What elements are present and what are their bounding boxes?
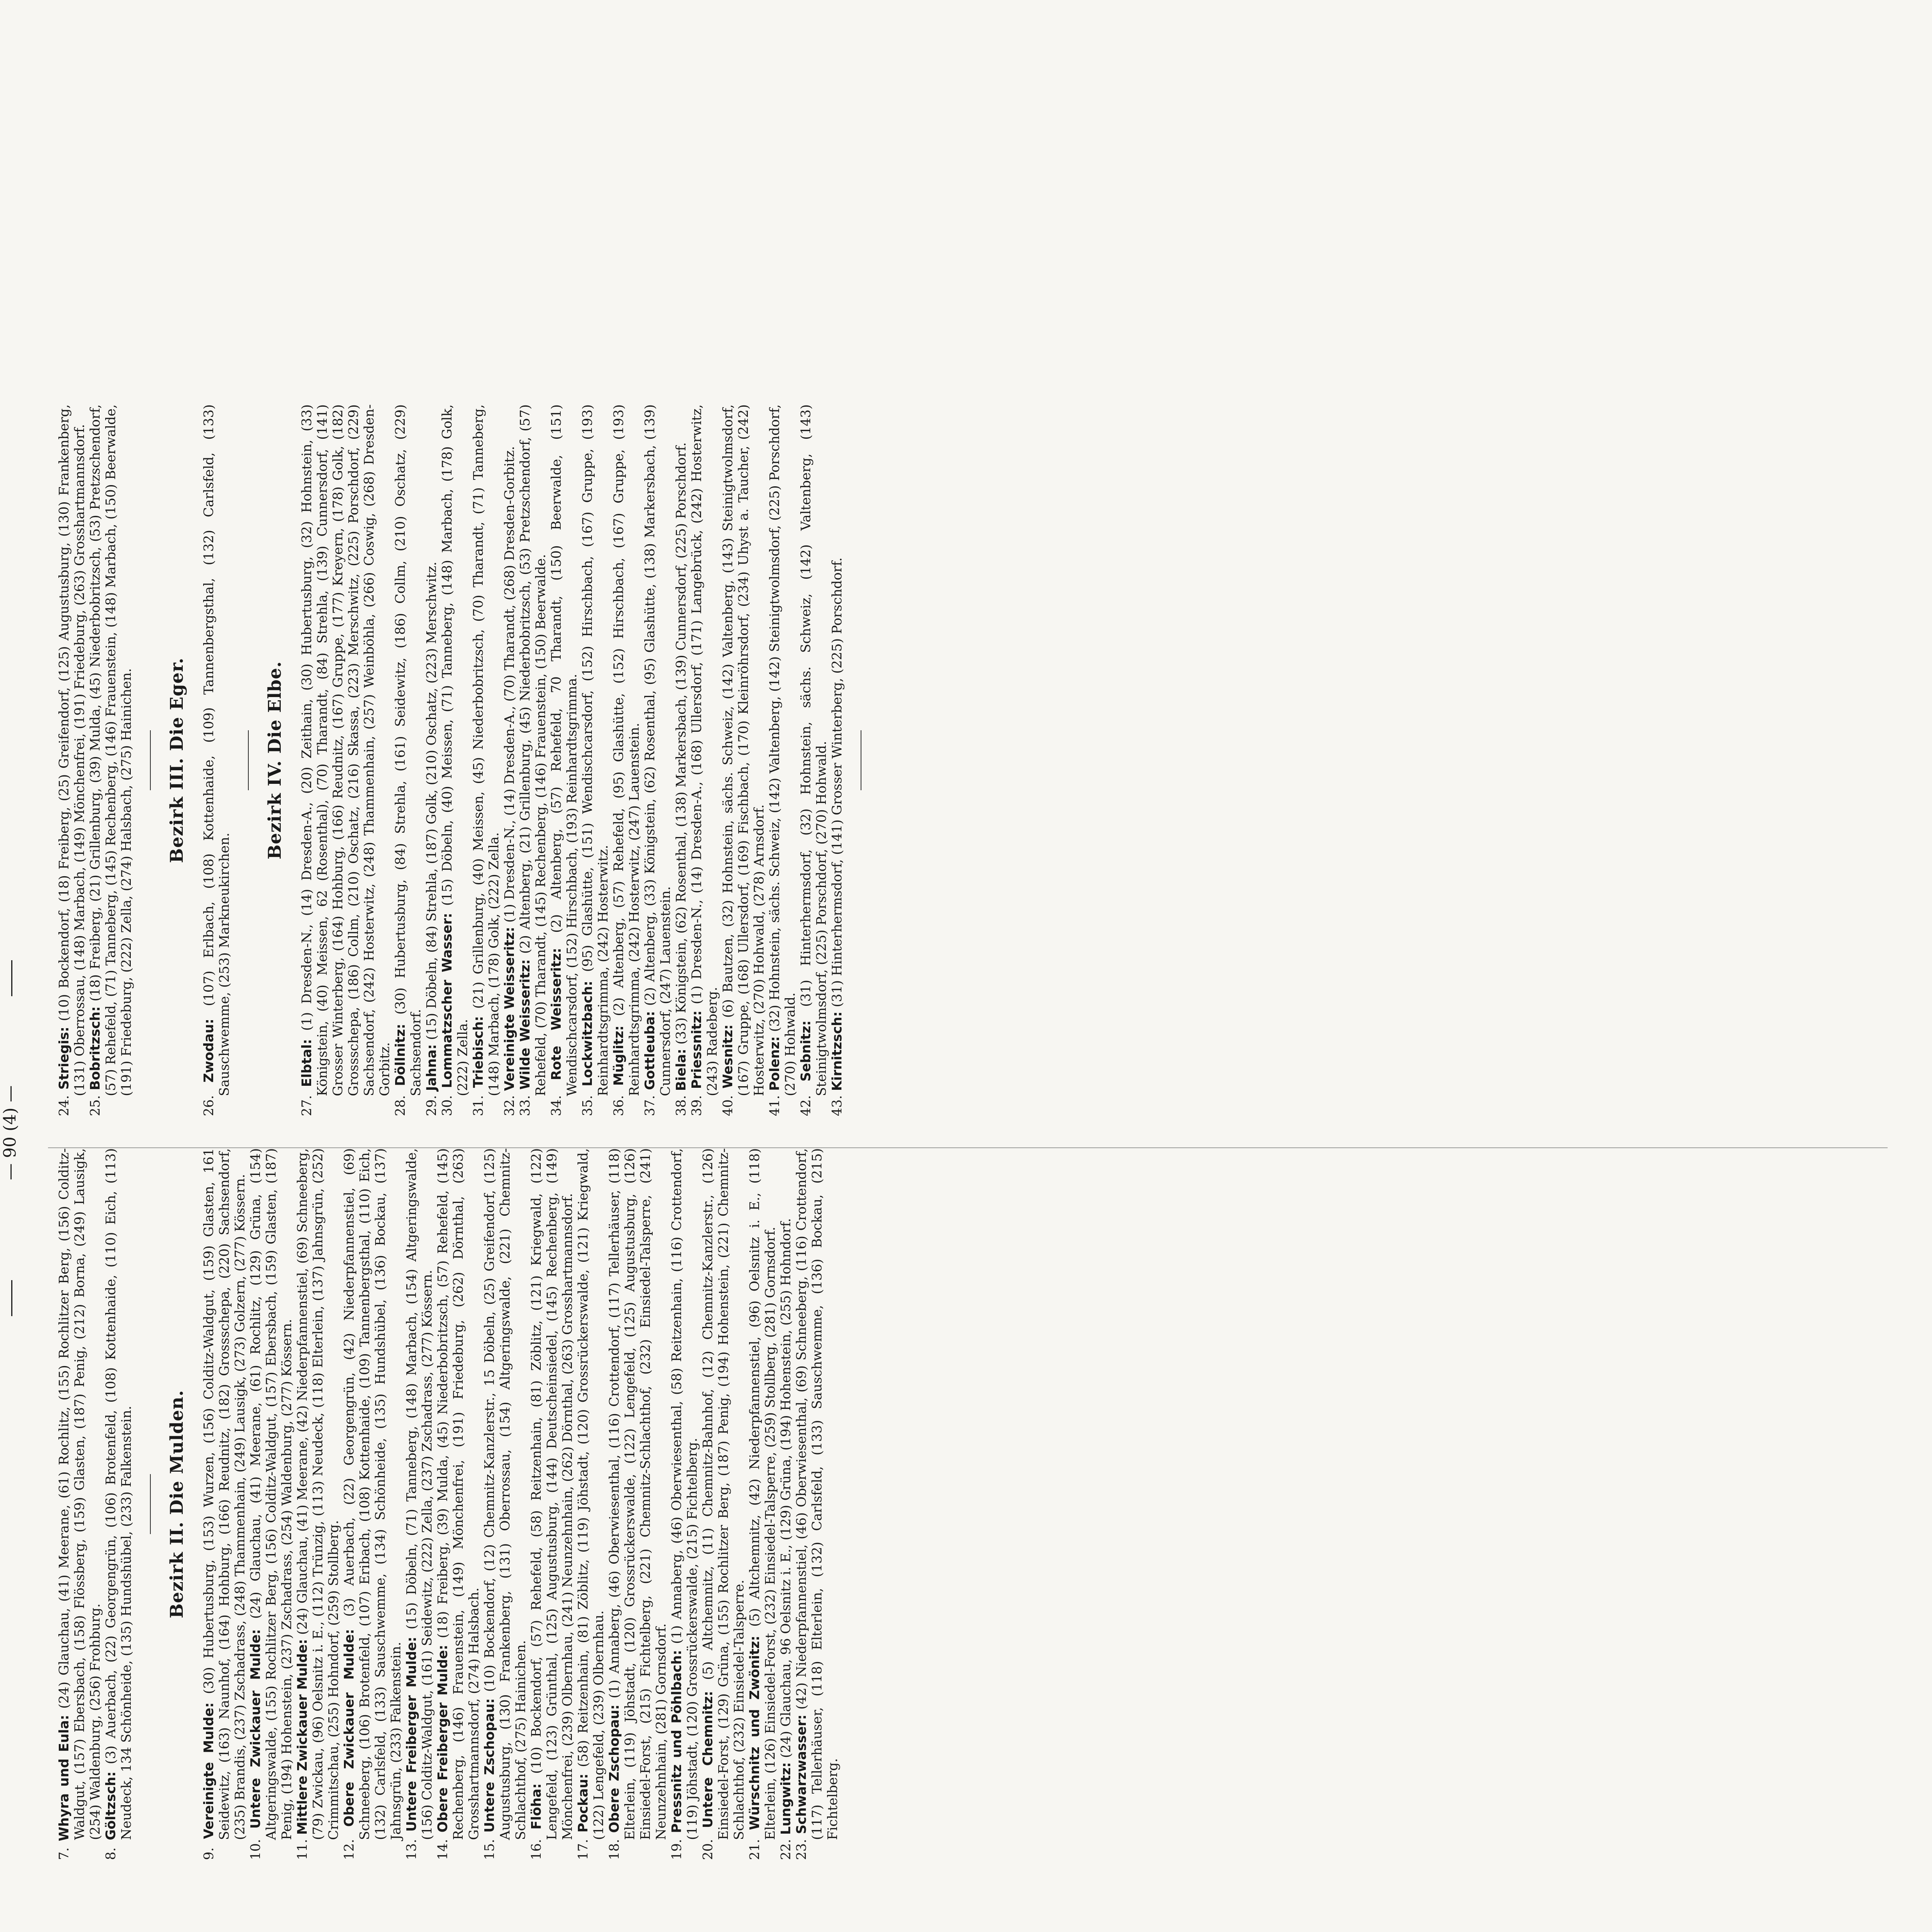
- section-title-bezirk-3: Bezirk III. Die Eger.: [167, 657, 187, 863]
- separator-rule: [248, 730, 249, 790]
- entry-10: 10. Untere Zwickauer Mulde: (24) Glauchau, (41) Meerane, (61) Rochlitz, (129) Grüna, (154) Altgeringswalde, (155) Rochlitzer Berg, (156) Colditz-Waldgut, (157) Ebersbach, (159) Glasten, (187) Penig, (194) Hohenstein, (237) Zschadrass, (254) Waldenburg, (277) Kössern.: [248, 1148, 294, 1860]
- entry-14: 14. Obere Freiberger Mulde: (18) Freiberg, (39) Mulda, (45) Niederbobritzsch, (57) Rehefeld, (145) Rechenberg, (146) Frauenstein, (149) Mönchenfrei, (191) Friedeburg, (262) Dörnthal, (263) Grosshartmannsdorf, (274) Halsbach.: [435, 1148, 482, 1860]
- entry-34: 34. Rote Weisseritz: (2) Altenberg, (57) Rehefeld, 70 Tharandt, (150) Beerwalde, (151) Wendischcarsdorf, (152) Hirschbach, (193) Reinhardtsgrimma.: [548, 404, 579, 1116]
- right-entries: [56, 404, 877, 1116]
- page-content: [0, 334, 1932, 1932]
- left-column: [0, 1148, 1932, 1860]
- entry-30: 30. Lommatzscher Wasser: (15) Döbeln, (40) Meissen, (71) Tanneberg, (148) Marbach, (178) Golk, (222) Zella.: [439, 404, 470, 1116]
- entry-13: 13. Untere Freiberger Mulde: (15) Döbeln, (71) Tanneberg, (148) Marbach, (154) Altgeringswalde, (156) Colditz-Waldgut, (161) Seidewitz, (222) Zella, (237) Zschadrass, (277) Kössern.: [404, 1148, 435, 1860]
- entry-8: 8. Göltzsch: (3) Auerbach, (22) Georgengrün, (106) Brotenfeld, (108) Kottenhaide, (110) Eich, (113) Neudeck, 134 Schönheide, (135) Hundshübel, (233) Falkenstein.: [103, 1148, 134, 1860]
- entry-33: 33. Wilde Weisseritz: (2) Altenberg, (21) Grillenburg, (45) Niederbobritzsch, (53) Pretzschendorf, (57) Rehefeld, (70) Tharandt, (145) Rechenberg, (146) Frauenstein, (150) Beerwalde.: [517, 404, 548, 1116]
- entry-26: 26. Zwodau: (107) Erlbach, (108) Kottenhaide, (109) Tannenbergsthal, (132) Carlsfeld, (133) Sauschwemme, (253) Markneukirchen.: [201, 404, 232, 1116]
- entry-12: 12. Obere Zwickauer Mulde: (3) Auerbach, (22) Georgengrün, (42) Niederpfannenstiel, (69) Schneeberg, (106) Brotenfeld, (107) Eribach, (108) Kottenhaide, (109) Tannenbergsthal, (110) Eich, (132) Carlsfeld, (133) Sauschwemme, (134) Schönheide, (135) Hundshübel, (136) Bockau, (137) Jahnsgrün, (233) Falkenstein.: [341, 1148, 404, 1860]
- entry-28: 28. Döllnitz: (30) Hubertusburg, (84) Strehla, (161) Seidewitz, (186) Collm, (210) Oschatz, (229) Sachsendorf.: [392, 404, 424, 1116]
- entry-29: 29. Jahna: (15) Döbeln, (84) Strehla, (187) Golk, (210) Oschatz, (223) Merschwitz.: [424, 561, 439, 1116]
- entry-11: 11. Mittlere Zwickauer Mulde: (24) Glauchau, (41) Meerane, (42) Niederpfannenstiel, (69) Schneeberg, (79) Zwickau, (96) Oelsnitz i. E., (112) Trünzig, (113) Neudeck, (118) Elterlein, (137) Jahnsgrün, (252) Crimmitschau, (255) Hohndorf, (259) Stollberg.: [294, 1148, 341, 1860]
- entry-35: 35. Lockwitzbach: (95) Glashütte, (151) Wendischcarsdorf, (152) Hirschbach, (167) Gruppe, (193) Reinhardtsgrimma, (242) Hosterwitz.: [579, 404, 611, 1116]
- entry-16: 16. Flöha: (10) Bockendorf, (57) Rehefeld, (58) Reitzenhain, (81) Zöblitz, (121) Kriegwald, (122) Lengefeld, (123) Grünthal, (125) Augustusburg, (144) Deutscheinsiedel, (145) Rechenberg, (149) Mönchenfrei, (239) Olbernhau, (241) Neunzehnhain, (262) Dörnthal, (263) Grosshartmannsdorf.: [528, 1148, 575, 1860]
- section-title-bezirk-2: Bezirk II. Die Mulden.: [167, 1390, 187, 1618]
- entry-20: 20. Untere Chemnitz: (5) Altchemnitz, (11) Chemnitz-Bahnhof, (12) Chemnitz-Kanzlerstr., (126) Einsiedel-Forst, (129) Grüna, (155) Rochlitzer Berg, (187) Penig, (194) Hohenstein, (221) Chemnitz-Schlachthof, (232) Einsiedel-Talsperre.: [700, 1148, 747, 1860]
- entry-18: 18. Obere Zschopau: (1) Annaberg, (46) Oberwiesenthal, (116) Crottendorf, (117) Tellerhäuser, (118) Elterlein, (119) Jöhstadt, (120) Grossrückerswalde, (122) Lengefeld, (125) Augustusburg, (126) Einsiedel-Forst, (215) Fichtelberg, (221) Chemnitz-Schlachthof, (232) Einsiedel-Talsperre, (241) Neunzehnhain, (281) Gornsdorf.: [606, 1148, 669, 1860]
- entry-43: 43. Kirnitzsch: (31) Hinterhermsdorf, (141) Grosser Winterberg, (225) Porschdorf.: [829, 557, 845, 1116]
- page-number: — 90 (4) —: [0, 1085, 20, 1180]
- entry-21: 21. Würschnitz und Zwönitz: (5) Altchemnitz, (42) Niederpfannenstiel, (96) Oelsnitz i. E., (118) Elterlein, (126) Einsiedel-Forst, (232) Einsiedel-Talsperre, (259) Stollberg, (281) Gornsdorf.: [747, 1148, 778, 1860]
- entry-27: 27. Elbtal: (1) Dresden-N., (14) Dresden-A., (20) Zeithain, (30) Hubertusburg, (32) Hohnstein, (33) Königstein, (40) Meissen, 62 (Rosenthal), (70) Tharandt, (84) Strehla, (139) Cunnersdorf, (141) Grosser Winterberg, (164) Hohburg, (166) Reudnitz, (167) Gruppe, (177) Kreyern, (178) Golk, (182) Grossschepa, (186) Collm, (210) Oschatz, (216) Skassa, (223) Merschwitz, (225) Porschdorf, (229) Sachsendorf, (242) Hosterwitz, (248) Thammenhain, (257) Weinböhla, (266) Coswig, (268) Dresden-Gorbitz.: [299, 404, 392, 1116]
- entry-38: 38. Biela: (33) Königstein, (62) Rosenthal, (138) Markersbach, (139) Cunnersdorf, (225) Porschdorf.: [673, 442, 689, 1116]
- entry-37: 37. Gottleuba: (2) Altenberg, (33) Königstein, (62) Rosenthal, (95) Glashütte, (138) Markersbach, (139) Cunnersdorf, (247) Lauenstein.: [642, 404, 673, 1116]
- entry-23: 23. Schwarzwasser: (42) Niederpfannenstiel, (46) Oberwiesenthal, (69) Schneeberg, (116) Crottendorf, (117) Tellerhäuser, (118) Elterlein, (132) Carlsfeld, (133) Sauschwemme, (136) Bockau, (215) Fichtelberg.: [793, 1148, 840, 1860]
- section-title-bezirk-4: Bezirk IV. Die Elbe.: [265, 661, 285, 860]
- entry-19: 19. Pressnitz und Pöhlbach: (1) Annaberg, (46) Oberwiesenthal, (58) Reitzenhain, (116) Crottendorf, (119) Jöhstadt, (120) Grossrückerswalde, (215) Fichtelberg.: [669, 1148, 700, 1860]
- entry-7: 7. Whyra und Eula: (24) Glauchau, (41) Meerane, (61) Rochlitz, (155) Rochlitzer Berg, (156) Colditz-Waldgut, (157) Ebersbach, (158) Flössberg, (159) Glasten, (187) Penig, (212) Borna, (249) Lausigk, (254) Waldenburg, (256) Frohburg.: [56, 1148, 103, 1860]
- entry-41: 41. Polenz: (32) Hohnstein, sächs. Schweiz, (142) Valtenberg, (142) Steinigtwolmsdorf, (225) Porschdorf, (270) Hohwald.: [767, 404, 798, 1116]
- entry-40: 40. Wesnitz: (6) Bautzen, (32) Hohnstein, sächs. Schweiz, (142) Valtenberg, (143) Steinigtwolmsdorf, (167) Gruppe, (168) Ullersdorf, (169) Fischbach, (170) Kleinröhrsdorf, (234) Uhyst a. Taucher, (242) Hosterwitz, (270) Hohwald, (278) Arnsdorf.: [720, 404, 767, 1116]
- entry-17: 17. Pockau: (58) Reitzenhain, (81) Zöblitz, (119) Jöhstadt, (120) Grossrückerswalde, (121) Kriegwald, (122) Lengefeld, (239) Olbernhau.: [575, 1148, 606, 1860]
- left-top-entries: [56, 1148, 840, 1860]
- entry-9: 9. Vereinigte Mulde: (30) Hubertusburg, (153) Wurzen, (156) Colditz-Waldgut, (159) Glasten, 161 Seidewitz, (163) Naunhof, (164) Hohburg, (166) Reudnitz, (182) Grossschepa, (220) Sachsendorf, (235) Brandis, (237) Zschadrass, (248) Thammenhain, (249) Lausigk, (273) Golzern, (277) Kössern.: [201, 1148, 248, 1860]
- entry-39: 39. Priessnitz: (1) Dresden-N., (14) Dresden-A., (168) Ullersdorf, (171) Langebrück, (242) Hosterwitz, (243) Radeberg.: [689, 404, 720, 1116]
- separator-rule: [150, 1474, 151, 1534]
- entry-42: 42. Sebnitz: (31) Hinterhermsdorf, (32) Hohnstein, sächs. Schweiz, (142) Valtenberg, (143) Steinigtwolmsdorf, (225) Porschdorf, (270) Hohwald.: [798, 404, 829, 1116]
- entry-31: 31. Triebisch: (21) Grillenburg, (40) Meissen, (45) Niederbobritzsch, (70) Tharandt, (71) Tanneberg, (148) Marbach, (178) Golk, (222) Zella.: [470, 404, 501, 1116]
- column-divider: [48, 1147, 1888, 1148]
- entry-32: 32. Vereinigte Weisseritz: (1) Dresden-N., (14) Dresden-A., (70) Tharandt, (268) Dresden-Gorbitz.: [501, 446, 517, 1116]
- entry-15: 15. Untere Zschopau: (10) Bockendorf, (12) Chemnitz-Kanzlerstr., 15 Döbeln, (25) Greifendorf, (125) Augustusburg, (130) Frankenberg, (131) Oberrossau, (154) Altgeringswalde, (221) Chemnitz-Schlachthof, (275) Hainichen.: [482, 1148, 528, 1860]
- right-column: [0, 404, 1932, 1116]
- separator-rule: [150, 730, 151, 790]
- entry-24: 24. Striegis: (10) Bockendorf, (18) Freiberg, (25) Greifendorf, (125) Augustusburg, (130) Frankenberg, (131) Oberrossau, (148) Marbach, (149) Mönchenfrei, (191) Friedeburg, (263) Grosshartmannsdorf.: [56, 404, 87, 1116]
- entry-36: 36. Müglitz: (2) Altenberg, (57) Rehefeld, (95) Glashütte, (152) Hirschbach, (167) Gruppe, (193) Reinhardtsgrimma, (242) Hosterwitz, (247) Lauenstein.: [611, 404, 642, 1116]
- entry-22: 22. Lungwitz: (24) Glauchau, 96 Oelsnitz i. E., (129) Grüna, (194) Hohenstein, (255) Hohndorf.: [778, 1218, 793, 1860]
- entry-25: 25. Bobritzsch: (18) Freiberg, (21) Grillenburg, (39) Mulda, (45) Niederbobritzsch, (53) Pretzschendorf, (57) Rehefeld, (71) Tanneberg, (145) Rechenberg, (146) Frauenstein, (148) Marbach, (150) Beerwalde, (191) Friedeburg, (222) Zella, (274) Halsbach, (275) Hainichen.: [87, 404, 134, 1116]
